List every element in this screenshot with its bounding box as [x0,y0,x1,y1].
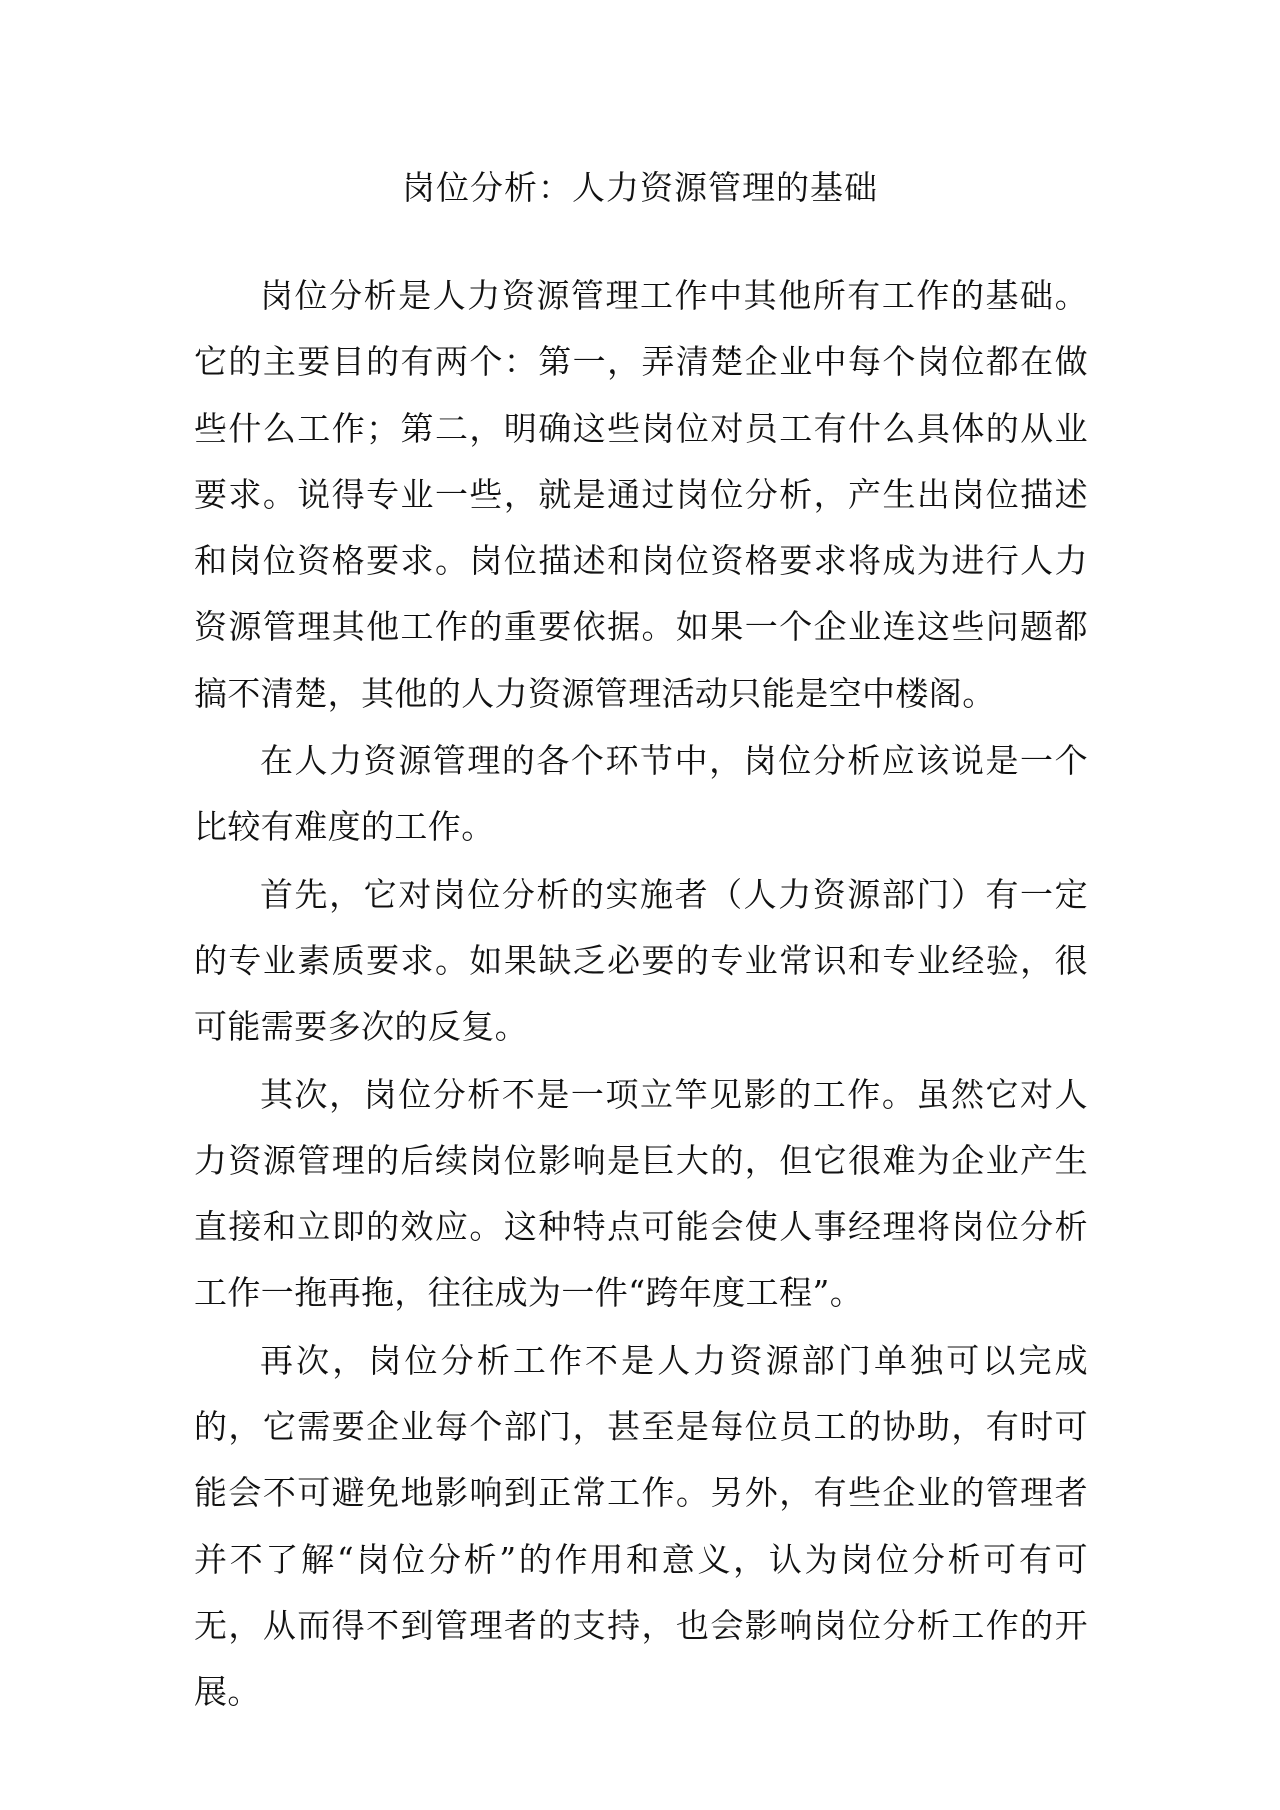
paragraph-3: 首先，它对岗位分析的实施者（人力资源部门）有一定的专业素质要求。如果缺乏必要的专业常识和专业经验，很可能需要多次的反复。 [194,874,1088,1047]
paragraph-2: 在人力资源管理的各个环节中，岗位分析应该说是一个比较有难度的工作。 [194,741,1088,847]
page-title: 岗位分析：人力资源管理的基础 [402,168,878,207]
paragraph-1: 岗位分析是人力资源管理工作中其他所有工作的基础。它的主要目的有两个：第一，弄清楚企业中每个岗位都在做些什么工作；第二，明确这些岗位对员工有什么具体的从业要求。说得专业一些，就是通过岗位分析，产生出岗位描述和岗位资格要求。岗位描述和岗位资格要求将成为进行人力资源管理其他工作的重要依据。如果一个企业连这些问题都搞不清楚，其他的人力资源管理活动只能是空中楼阁。 [194,276,1088,713]
paragraph-4: 其次，岗位分析不是一项立竿见影的工作。虽然它对人力资源管理的后续岗位影响是巨大的，但它很难为企业产生直接和立即的效应。这种特点可能会使人事经理将岗位分析工作一拖再拖，往往成为一件“跨年度工程”。 [194,1074,1088,1313]
document-body [194,263,1088,1727]
paragraph-5: 再次，岗位分析工作不是人力资源部门单独可以完成的，它需要企业每个部门，甚至是每位员工的协助，有时可能会不可避免地影响到正常工作。另外，有些企业的管理者并不了解“岗位分析”的作用和意义，认为岗位分析可有可无，从而得不到管理者的支持，也会影响岗位分析工作的开展。 [194,1340,1088,1712]
